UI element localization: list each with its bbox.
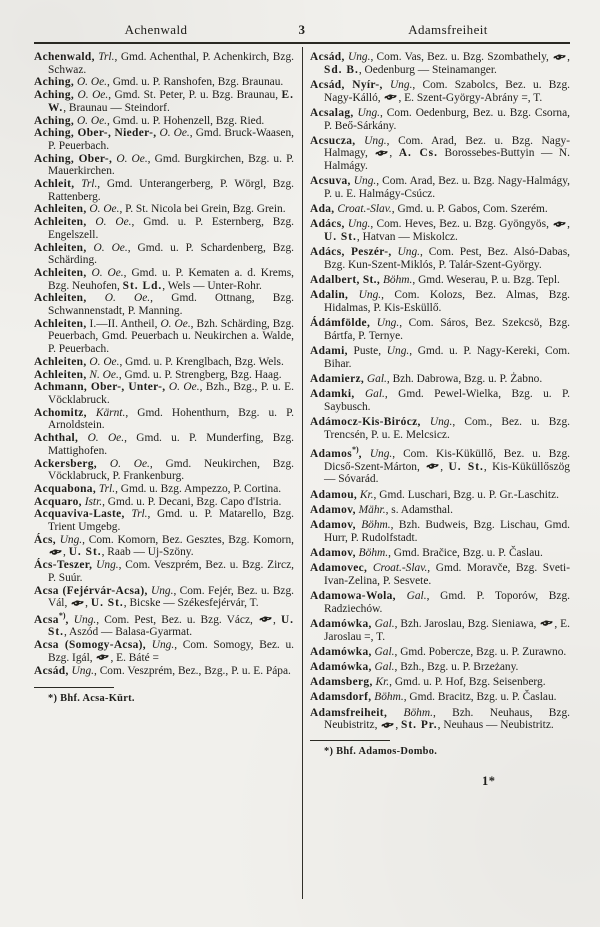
gazetteer-entry — [310, 676, 570, 689]
entry-text: , Gmd. u. P. Nagy-Kereki, Com. Bihar. — [324, 345, 570, 370]
entry-headword: Adamówka, — [310, 661, 372, 674]
province-abbr: Trl. — [94, 51, 115, 63]
gazetteer-entry — [34, 458, 294, 483]
gazetteer-entry — [34, 496, 294, 509]
footnote-label-right: Bhf. Adamos-Dombo. — [336, 746, 438, 758]
province-abbr: O. Oe. — [74, 76, 108, 89]
entry-headword: Acsád, Nyír-, — [310, 78, 383, 91]
gazetteer-entry — [310, 562, 570, 587]
province-abbr: Ung. — [350, 175, 377, 188]
entry-text: , Gmd. u. P. Decani, Bzg. Capo d'Istria. — [102, 495, 282, 508]
entry-text: , Bzh. Neuhaus, Bzg. Neubistritz, — [324, 706, 570, 732]
gazetteer-entry — [310, 416, 570, 441]
entry-text: , Bzh. Dabrowa, Bzg. u. P. Żabno. — [386, 373, 543, 386]
province-abbr: Ung. — [391, 246, 421, 259]
entry-headword: Aching, — [34, 114, 75, 127]
entry-headword: Adamov, — [310, 503, 356, 516]
province-abbr: O. Oe. — [78, 432, 125, 445]
entry-text: , Gmd. Bruck-Waasen, P. Peuerbach. — [48, 127, 294, 152]
railway-line-abbr: U. St. — [68, 546, 102, 559]
footnote-ref: *) — [351, 445, 359, 455]
right-entries-list — [310, 51, 570, 732]
gazetteer-entry — [34, 665, 294, 678]
entry-headword: Acsa (Somogy-Acsa), — [34, 639, 147, 652]
province-abbr: Gal. — [395, 590, 427, 603]
province-abbr: Ung. — [370, 317, 400, 330]
entry-text: , — [389, 147, 399, 160]
entry-headword: Achleiten, — [34, 292, 87, 305]
posthorn-icon — [552, 218, 567, 231]
posthorn-icon — [425, 461, 440, 474]
entry-headword: Aching, Ober-, Nieder-, — [34, 127, 157, 140]
entry-text: , Com. Somogy, Bez. u. Bzg. Igál, — [48, 639, 295, 664]
province-abbr: Böhm. — [355, 519, 391, 531]
gazetteer-entry — [34, 242, 294, 267]
province-abbr: Trl. — [74, 178, 98, 191]
entry-headword: Ács-Teszer, — [34, 559, 93, 572]
entry-text: , Com. Oedenburg, Bez. u. Bzg. Csorna, P. Beő-Sárkány. — [324, 106, 570, 132]
province-abbr: O. Oe. — [157, 317, 191, 330]
entry-headword: Achleiten, — [34, 216, 87, 229]
gazetteer-entry — [34, 559, 294, 584]
entry-text: , Gmd. Burgkirchen, Bzg. u. P. Mauerkirchen. — [48, 152, 294, 178]
entry-text: , Gmd. Unterangerberg, P. Wörgl, Bzg. Rattenberg. — [48, 178, 294, 203]
entry-headword: Acquaro, — [34, 495, 82, 508]
entry-headword: Aching, Ober-, — [34, 152, 113, 165]
province-abbr: Ung. — [344, 51, 371, 63]
gazetteer-entry — [310, 646, 570, 659]
railway-line-abbr: St. Pr. — [401, 719, 438, 732]
footnote-text-right — [310, 746, 570, 759]
province-abbr: O. Oe. — [86, 241, 128, 254]
gazetteer-entry — [34, 534, 294, 559]
entry-text: , Gmd. Weserau, P. u. Bzg. Tepl. — [412, 274, 560, 287]
province-abbr: O. Oe. — [165, 381, 200, 394]
gazetteer-entry — [34, 610, 294, 639]
entry-headword: Acsalag, — [310, 106, 354, 119]
entry-headword: Adami, — [310, 345, 348, 358]
entry-headword: Achleiten, — [34, 266, 87, 279]
entry-text: , Gmd. u. P. Munderfing, Bzg. Mattighofen. — [48, 432, 294, 457]
gazetteer-entry — [34, 267, 294, 292]
province-abbr: Gal. — [354, 388, 385, 401]
province-abbr: Ung. — [55, 533, 83, 546]
province-abbr: Böhm. — [371, 691, 404, 704]
entry-headword: Adalin, — [310, 289, 349, 302]
province-abbr: Kr. — [372, 676, 390, 689]
posthorn-icon — [383, 92, 398, 105]
entry-text: , Gmd. Luschari, Bzg. u. P. Gr.-Laschitz. — [373, 488, 559, 501]
entry-text: , E. Báté = — [110, 651, 159, 664]
gazetteer-entry — [310, 504, 570, 517]
entry-headword: Adamsfreiheit, — [310, 706, 388, 719]
railway-line-abbr: Sd. B. — [324, 63, 359, 76]
entry-text: , Gmd. u. P. Kematen a. d. Krems, Bzg. Neuhofen, — [48, 266, 294, 292]
entry-text: , E. Jaroslau =, T. — [324, 617, 570, 643]
gazetteer-entry — [310, 661, 570, 674]
province-abbr: Böhm. — [355, 546, 389, 559]
gazetteer-entry — [310, 590, 570, 615]
province-abbr: Gal. — [371, 661, 395, 674]
province-abbr: N. Oe. — [86, 368, 119, 381]
province-abbr: O. Oe. — [86, 355, 120, 368]
running-header-right: Adamsfreiheit — [408, 22, 488, 37]
railway-line-abbr: U. St. — [90, 597, 124, 610]
entry-text: , Neuhaus — Neubistritz. — [437, 719, 554, 732]
entry-headword: Adamowa-Wola, — [310, 590, 396, 603]
entry-text: , — [567, 51, 570, 63]
entry-text: , Gmd. u. Bzg. Ampezzo, P. Cortina. — [115, 482, 282, 495]
province-abbr: Böhm. — [380, 274, 413, 287]
entry-text: , Bzh., Bzg., P. u. E. Vöcklabruck. — [48, 381, 294, 406]
entry-text: , — [395, 719, 402, 732]
gazetteer-entry — [34, 639, 294, 664]
entry-text: , Com. Arad, Bez. u. Bzg. Nagy-Halmágy, P. u. E. Halmágy-Csúcz. — [324, 175, 571, 201]
entry-headword: Adámocz-Kis-Birócz, — [310, 416, 421, 429]
entry-headword: Acquaviva-Laste, — [34, 508, 125, 521]
footnote-right — [310, 740, 570, 759]
entry-headword: Adalbert, St., — [310, 274, 381, 287]
posthorn-icon — [552, 51, 567, 64]
entry-text: , Gmd. u. P. Ranshofen, Bzg. Braunau. — [107, 76, 284, 89]
entry-text: , Kis-Küküllőszög — Sóvarád. — [324, 460, 570, 486]
footnote-ref: *) — [58, 610, 66, 620]
posthorn-icon — [380, 719, 395, 732]
entry-text: , Bzh. Budweis, Bzg. Lischau, Gmd. Hurr, P. Rudolfstadt. — [324, 519, 570, 544]
footnote-text-left — [34, 693, 294, 706]
entry-headword: Achleiten, — [34, 368, 87, 381]
entry-headword: Adamsdorf, — [310, 691, 372, 704]
entry-text: , Gmd. u. P. Matarello, Bzg. Trient Umgebg. — [48, 508, 294, 534]
entry-text: , Gmd. u. P. Hohenzell, Bzg. Ried. — [107, 114, 265, 127]
gazetteer-entry — [310, 289, 570, 314]
entry-headword: Adamovec, — [310, 562, 368, 575]
entry-text: , Gmd. P. Toporów, Bzg. Radziechów. — [324, 590, 570, 615]
running-header — [34, 16, 570, 38]
railway-line-abbr: U. St. — [324, 231, 357, 244]
province-abbr: Mähr. — [355, 503, 386, 516]
entry-headword: Acquabona, — [34, 482, 97, 495]
province-abbr: Ung. — [348, 289, 382, 302]
gazetteer-entry — [310, 388, 570, 413]
gazetteer-entry — [310, 317, 570, 342]
entry-headword: Acsád, — [34, 664, 69, 677]
gazetteer-entry — [34, 216, 294, 241]
province-abbr: O. Oe. — [74, 89, 109, 102]
entry-headword: Achthal, — [34, 432, 79, 445]
entry-text: , P. St. Nicola bei Grein, Bzg. Grein. — [119, 203, 286, 216]
entry-text: , Com. Vas, Bez. u. Bzg. Szombathely, — [370, 51, 553, 63]
footnote-marker-right: *) — [324, 746, 334, 758]
entry-text: , Gmd. u. P. Gabos, Com. Szerém. — [391, 203, 548, 216]
entry-headword: Achleiten, — [34, 317, 87, 330]
entry-text: , Gmd. Bracitz, Bzg. u. P. Časlau. — [403, 691, 557, 704]
gazetteer-entry — [310, 274, 570, 287]
entry-headword: Adamówka, — [310, 645, 372, 658]
railway-line-abbr: U. St. — [48, 613, 295, 639]
entry-text: , Wels — Unter-Rohr. — [162, 279, 262, 292]
gazetteer-entry — [34, 318, 294, 356]
province-abbr: Gal. — [364, 373, 387, 386]
entry-headword: Adács, Peszér-, — [310, 246, 392, 259]
gazetteer-entry — [34, 381, 294, 406]
gazetteer-entry — [310, 175, 570, 200]
entry-text: Puste, — [347, 345, 382, 358]
entry-text: , — [567, 218, 571, 231]
entry-headword: Acsucza, — [310, 134, 356, 147]
gazetteer-entry — [34, 483, 294, 496]
gazetteer-entry — [34, 407, 294, 432]
entry-headword: Adamov, — [310, 546, 356, 559]
entry-text: , Gmd. Neukirchen, Bzg. Vöcklabruck, P. Frankenburg. — [48, 457, 294, 483]
entry-headword: Aching, — [34, 89, 75, 102]
gazetteer-entry — [310, 547, 570, 560]
entry-text: , s. Adamsthal. — [385, 503, 453, 516]
entry-headword: Ada, — [310, 203, 335, 216]
entry-text: , Oedenburg — Steinamanger. — [358, 63, 497, 76]
province-abbr: Ung. — [68, 664, 95, 677]
province-abbr: Ung. — [381, 345, 410, 358]
gazetteer-entry — [310, 691, 570, 704]
province-abbr: O. Oe. — [74, 114, 108, 127]
entry-text: , Com. Arad, Bez. u. Bzg. Nagy-Halmagy, — [324, 134, 571, 160]
entry-headword: Adamsberg, — [310, 676, 373, 689]
gazetteer-entry — [310, 519, 570, 544]
province-abbr: Croat.-Slav. — [334, 203, 392, 216]
gazetteer-entry — [310, 246, 570, 271]
province-abbr: O. Oe. — [86, 203, 120, 216]
entry-text: , Gmd. Pewel-Wielka, Bzg. u. P. Saybusch. — [324, 388, 570, 414]
entry-headword: Ács, — [34, 533, 56, 546]
footnote-marker-left: *) — [48, 693, 58, 705]
entry-text: , Com. Kolozs, Bez. Almas, Bzg. Hidalmas, P. Kis-Esküllő. — [324, 289, 570, 315]
entry-text: , E. Szent-György-Abrány =, T. — [398, 91, 543, 104]
province-abbr: Ung. — [355, 134, 387, 147]
footnote-rule-right — [310, 740, 390, 741]
entry-headword: Adamki, — [310, 388, 355, 401]
gazetteer-entry — [34, 292, 294, 317]
entry-text: , Gmd. u. P. Hof, Bzg. Seisenberg. — [389, 676, 546, 689]
entry-text: , Raab — Uj-Szöny. — [101, 546, 194, 559]
entry-text: , Com. Veszprém, Bez., Bzg., P. u. E. Pápa. — [94, 664, 291, 677]
province-abbr: O. Oe. — [112, 152, 148, 165]
entry-text: , Gmd. Bračice, Bzg. u. P. Časlau. — [388, 546, 543, 559]
railway-line-abbr: A. Cs. — [398, 147, 438, 160]
province-abbr: Ung. — [146, 639, 175, 652]
entry-headword: Achenwald, — [34, 51, 95, 63]
gazetteer-entry — [34, 76, 294, 89]
gazetteer-entry — [34, 432, 294, 457]
entry-headword: Achleiten, — [34, 203, 87, 216]
gazetteer-entry — [34, 51, 294, 76]
gazetteer-entry — [310, 373, 570, 386]
right-column — [310, 51, 570, 787]
entry-text: , Com., Bez. u. Bzg. Trencsén, P. u. E. Melcsicz. — [324, 416, 571, 441]
railway-line-abbr: E. W. — [48, 89, 294, 114]
posthorn-icon — [258, 614, 273, 627]
gazetteer-entry — [34, 153, 294, 178]
gazetteer-entry — [310, 135, 570, 173]
province-abbr: Trl. — [124, 508, 148, 521]
entry-headword: Achmann, Ober-, Unter-, — [34, 381, 166, 394]
province-abbr: O. Oe. — [97, 457, 150, 470]
province-abbr: Ung. — [361, 447, 393, 460]
gazetteer-entry — [34, 89, 294, 114]
gazetteer-entry — [34, 585, 294, 610]
province-abbr: Ung. — [147, 584, 174, 597]
province-abbr: O. Oe. — [86, 266, 124, 279]
left-column — [34, 51, 294, 787]
province-abbr: O. Oe. — [156, 127, 190, 140]
entry-headword: Acsa — [34, 613, 59, 626]
posthorn-icon — [70, 597, 85, 610]
gazetteer-entry — [310, 618, 570, 643]
entry-text: , — [440, 460, 449, 473]
province-abbr: Ung. — [344, 218, 371, 231]
gazetteer-entry — [310, 489, 570, 502]
entry-text: , Gmd. St. Peter, P. u. Bzg. Braunau, — [108, 89, 282, 102]
entry-headword: Ádámfölde, — [310, 317, 371, 330]
entry-text: , Hatvan — Miskolcz. — [356, 231, 458, 244]
entry-headword: Achleit, — [34, 178, 75, 191]
gazetteer-entry — [34, 369, 294, 382]
entry-text: , Gmd. Ottnang, Bzg. Schwannenstadt, P. Manning. — [48, 292, 295, 318]
entry-text: , Com. Pest, Bez. u. Bzg. Vácz, — [96, 613, 258, 626]
entry-headword: Achomitz, — [34, 406, 87, 419]
signature-mark: 1* — [482, 773, 496, 788]
gazetteer-entry — [310, 218, 570, 243]
entry-headword: Ackersberg, — [34, 457, 98, 470]
province-abbr: O. Oe. — [86, 216, 132, 229]
province-abbr: Gal. — [371, 645, 395, 658]
entry-headword: Adamov, — [310, 519, 356, 531]
gazetteer-entry — [310, 203, 570, 216]
entry-text: , Aszód — Balasa-Gyarmat. — [63, 626, 193, 639]
entry-text: , Com. Sáros, Bez. Szekcsö, Bzg. Bártfa, P. Ternye. — [324, 317, 571, 343]
entry-text: , Gmd. u. P. Esternberg, Bzg. Engelszell. — [48, 216, 294, 241]
entry-text: , Bzh. Schärding, Bzg. Peuerbach, Gmd. Peuerbach u. Neukirchen a. Walde, P. Peuerbach. — [48, 317, 294, 356]
entry-text: , — [272, 613, 281, 626]
province-abbr: Croat.-Slav. — [367, 562, 428, 575]
entry-text: , Gmd. Moravče, Bzg. Sveti-Ivan-Zelina, P. Sesvete. — [324, 562, 570, 587]
gazetteer-entry — [34, 508, 294, 533]
entry-text: , Gmd. Achenthal, P. Achenkirch, Bzg. Schwaz. — [48, 51, 294, 76]
entry-text: , Braunau — Steindorf. — [63, 101, 170, 114]
page-number: 3 — [298, 22, 306, 37]
railway-line-abbr: U. St. — [448, 460, 484, 473]
gazetteer-entry — [310, 444, 570, 486]
province-abbr: O. Oe. — [86, 292, 151, 305]
running-header-left: Achenwald — [124, 22, 188, 37]
gazetteer-entry — [310, 51, 570, 76]
entry-text: I.—II. Antheil, — [86, 317, 158, 330]
entry-text: , Bzh., Bzg. u. P. Brzeżany. — [394, 661, 519, 674]
gazetteer-entry — [34, 178, 294, 203]
province-abbr: Böhm. — [387, 706, 433, 719]
text-columns — [34, 51, 570, 787]
entry-text: , Com. Szabolcs, Bez. u. Bzg. Nagy-Kálló, — [324, 78, 570, 104]
railway-line-abbr: St. Ld. — [122, 279, 163, 292]
province-abbr: Ung. — [68, 613, 97, 626]
header-rule — [34, 42, 570, 44]
gazetteer-entry — [310, 79, 570, 104]
entry-headword: Acsa (Fejérvár-Acsa), — [34, 584, 148, 597]
gazetteer-entry — [310, 345, 570, 370]
province-abbr: Ung. — [382, 78, 413, 91]
entry-text: , Bicske — Székesfejérvár, T. — [123, 597, 259, 610]
footnote-left — [34, 687, 294, 706]
posthorn-icon — [374, 147, 389, 160]
entry-text: , Gmd. Pobercze, Bzg. u. P. Zurawno. — [394, 645, 567, 658]
entry-headword: , — [358, 447, 362, 460]
entry-headword: Adamos — [310, 447, 352, 460]
entry-headword: Acsuva, — [310, 175, 351, 188]
entry-text: , — [63, 546, 69, 559]
gazetteer-entry — [310, 707, 570, 732]
gazetteer-entry — [34, 203, 294, 216]
province-abbr: Kr. — [357, 488, 374, 501]
footnote-label-left: Bhf. Acsa-Kürt. — [60, 693, 135, 705]
entry-text: , Com. Fejér, Bez. u. Bzg. Vál, — [48, 584, 295, 610]
gazetteer-entry — [34, 115, 294, 128]
entry-text: , Gmd. u. P. Strengberg, Bzg. Haag. — [118, 368, 282, 381]
province-abbr: Gal. — [371, 617, 395, 630]
province-abbr: Istr. — [81, 495, 103, 508]
province-abbr: Trl. — [96, 482, 116, 495]
province-abbr: Ung. — [92, 559, 119, 572]
entry-text: , Com. Veszprém, Bez. u. Bzg. Zircz, P. Suúr. — [48, 559, 294, 584]
province-abbr: Kärnt. — [86, 406, 126, 419]
entry-text: , — [85, 597, 91, 610]
entry-headword: Adamówka, — [310, 617, 372, 630]
entry-text: , Gmd. Hohenthurn, Bzg. u. P. Arnoldstein. — [48, 406, 294, 432]
entry-text: , Com. Heves, Bez. u. Bzg. Gyöngyös, — [370, 218, 553, 231]
entry-text: , Com. Pest, Bez. Alsó-Dabas, Bzg. Kun-Szent-Miklós, P. Talár-Szent-György. — [324, 246, 570, 272]
province-abbr: Ung. — [420, 416, 453, 429]
left-entries-list — [34, 51, 294, 677]
posthorn-icon — [48, 546, 63, 559]
entry-headword: Acsád, — [310, 51, 345, 63]
entry-headword: Achleiten, — [34, 355, 87, 368]
entry-text: , Gmd. u. P. Schardenberg, Bzg. Schärding. — [48, 241, 295, 267]
entry-text: , Com. Kis-Küküllő, Bez. u. Bzg. Dicső-Szent-Márton, — [324, 447, 570, 473]
posthorn-icon — [95, 652, 110, 665]
entry-text: , Gmd. u. P. Krenglbach, Bzg. Wels. — [119, 355, 284, 368]
column-divider — [302, 47, 303, 899]
entry-headword: Adamou, — [310, 488, 358, 501]
entry-text: , Bzh. Jaroslau, Bzg. Sieniawa, — [394, 617, 540, 630]
province-abbr: Ung. — [353, 106, 381, 119]
entry-text: , Com. Komorn, Bez. Gesztes, Bzg. Komorn, — [82, 533, 294, 546]
gazetteer-entry — [34, 127, 294, 152]
entry-headword: Achleiten, — [34, 241, 87, 254]
entry-headword: Aching, — [34, 76, 75, 89]
gazetteer-entry — [310, 107, 570, 132]
entry-text: Borossebes-Buttyin — N. Halmágy. — [324, 147, 570, 173]
entry-headword: , — [65, 613, 69, 626]
entry-headword: Adamierz, — [310, 373, 365, 386]
gazetteer-entry — [34, 356, 294, 369]
entry-headword: Adács, — [310, 218, 345, 231]
posthorn-icon — [539, 618, 554, 631]
footnote-rule-left — [34, 687, 114, 688]
